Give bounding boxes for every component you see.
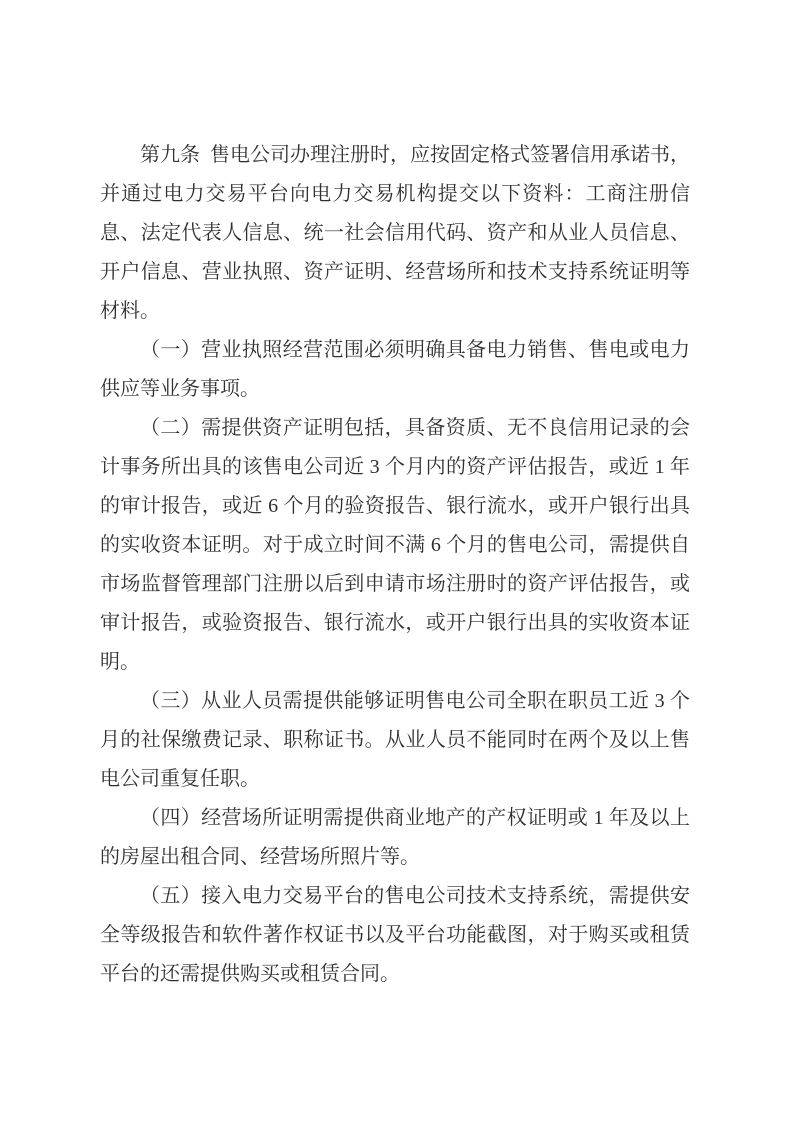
text-line: 开户信息、营业执照、资产证明、经营场所和技术支持系统证明等 (100, 261, 690, 283)
text-line: 的审计报告，或近 6 个月的验资报告、银行流水，或开户银行出具 (100, 495, 690, 517)
text-line: 电公司重复任职。 (100, 768, 260, 790)
text-line: 息、法定代表人信息、统一社会信用代码、资产和从业人员信息、 (100, 222, 690, 244)
document-body (100, 136, 690, 994)
text-line: （二）需提供资产证明包括，具备资质、无不良信用记录的会 (140, 417, 690, 439)
paragraph-article-9-intro (100, 136, 690, 331)
paragraph-item-1-business-license (100, 331, 690, 409)
text-line: 审计报告，或验资报告、银行流水，或开户银行出具的实收资本证 (100, 612, 690, 634)
text-line: 明。 (100, 651, 140, 673)
text-line: 月的社保缴费记录、职称证书。从业人员不能同时在两个及以上售 (100, 729, 690, 751)
paragraph-item-3-personnel (100, 682, 690, 799)
text-line: 并通过电力交易平台向电力交易机构提交以下资料：工商注册信 (100, 183, 690, 205)
paragraph-item-4-premises (100, 799, 690, 877)
text-line: 供应等业务事项。 (100, 378, 260, 400)
text-line: 全等级报告和软件著作权证书以及平台功能截图，对于购买或租赁 (100, 924, 690, 946)
text-line: 市场监督管理部门注册以后到申请市场注册时的资产评估报告，或 (100, 573, 690, 595)
paragraph-item-2-asset-certificates (100, 409, 690, 682)
text-line: （五）接入电力交易平台的售电公司技术支持系统，需提供安 (140, 885, 690, 907)
text-line: （三）从业人员需提供能够证明售电公司全职在职员工近 3 个 (140, 690, 690, 712)
text-line: 的实收资本证明。对于成立时间不满 6 个月的售电公司，需提供自 (100, 534, 690, 556)
text-line: 平台的还需提供购买或租赁合同。 (100, 963, 400, 985)
text-line: （四）经营场所证明需提供商业地产的产权证明或 1 年及以上 (140, 807, 690, 829)
text-line: 第九条 售电公司办理注册时，应按固定格式签署信用承诺书， (140, 144, 690, 166)
text-line: （一）营业执照经营范围必须明确具备电力销售、售电或电力 (140, 339, 690, 361)
text-line: 的房屋出租合同、经营场所照片等。 (100, 846, 420, 868)
text-line: 材料。 (100, 300, 160, 322)
paragraph-item-5-tech-support-system (100, 877, 690, 994)
text-line: 计事务所出具的该售电公司近 3 个月内的资产评估报告，或近 1 年 (100, 456, 690, 478)
